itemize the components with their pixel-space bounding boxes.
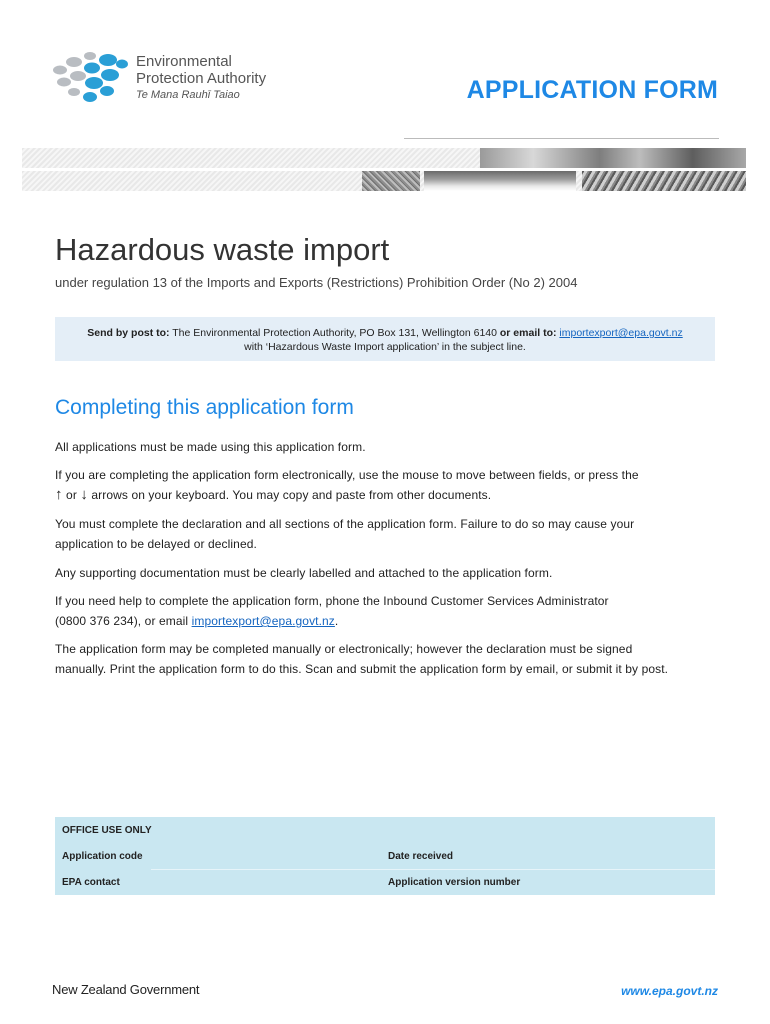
paragraph-2-line-2: [55, 485, 715, 505]
header-divider: [404, 138, 719, 139]
logo-wordmark: [136, 53, 266, 104]
paragraph-5: [55, 591, 715, 631]
page-title: Hazardous waste import: [55, 232, 390, 267]
paragraph-2: [55, 465, 715, 505]
banner-band-bottom: [22, 171, 746, 191]
paragraph-1: All applications must be made using this application form.: [55, 440, 366, 454]
down-arrow-icon: ↓: [80, 486, 88, 503]
office-row-divider: [151, 869, 715, 870]
epa-dots-logo-icon: [52, 50, 132, 106]
nz-government-logo: New Zealand Government: [52, 982, 200, 997]
banner-photo-sky: [424, 171, 576, 191]
paragraph-4: Any supporting documentation must be clearly labelled and attached to the application form.: [55, 566, 553, 580]
email-link[interactable]: importexport@epa.govt.nz: [559, 327, 683, 339]
office-use-heading: OFFICE USE ONLY: [62, 825, 152, 836]
send-instructions-box: [55, 317, 715, 361]
paragraph-6-line-2: manually. Print the application form to do this. Scan and submit the application form by email, or submit it by post.: [55, 662, 669, 676]
paragraph-6-line-1: The application form may be completed manually or electronically; however the declaration must be signed: [55, 642, 633, 656]
paragraph-2-line-1: If you are completing the application form electronically, use the mouse to move between fields, or press the: [55, 468, 639, 482]
office-use-box: [55, 817, 715, 895]
application-code-label: Application code: [62, 851, 143, 862]
subject-line-text: with ‘Hazardous Waste Import application’ in the subject line.: [244, 341, 526, 353]
paragraph-6: [55, 639, 715, 679]
epa-logo: [52, 50, 312, 110]
logo-line-2: Protection Authority: [136, 70, 267, 87]
application-form-label: APPLICATION FORM: [466, 76, 718, 104]
send-instructions-line-1: [55, 327, 715, 339]
logo-line-1: Environmental: [136, 53, 232, 70]
paragraph-5-line-1: If you need help to complete the application form, phone the Inbound Customer Services Administrator: [55, 594, 609, 608]
section-heading: Completing this application form: [55, 396, 354, 419]
date-received-label: Date received: [388, 851, 454, 862]
banner-band-top: [22, 148, 746, 168]
website-link[interactable]: www.epa.govt.nz: [621, 984, 718, 998]
arrow-line-text: arrows on your keyboard. You may copy and paste from other documents.: [91, 488, 492, 502]
epa-contact-label: EPA contact: [62, 877, 120, 888]
paragraph-3: [55, 514, 715, 554]
help-email-link[interactable]: importexport@epa.govt.nz: [191, 614, 335, 628]
period: .: [334, 614, 339, 628]
version-number-label: Application version number: [388, 877, 521, 888]
paragraph-5-line-2: [55, 611, 715, 631]
logo-line-3: Te Mana Rauhī Taiao: [136, 89, 240, 101]
banner-photo-gravel: [362, 171, 420, 191]
send-by-post-label: Send by post to:: [87, 327, 170, 339]
or-email-label: or email to:: [499, 327, 557, 339]
banner-photo-fern: [582, 171, 746, 191]
arrow-or-text: or: [66, 488, 77, 502]
banner-photo-landscape: [480, 148, 746, 168]
paragraph-3-line-2: application to be delayed or declined.: [55, 537, 257, 551]
page-subtitle: under regulation 13 of the Imports and Exports (Restrictions) Prohibition Order (No 2) 2004: [55, 275, 578, 290]
post-address: The Environmental Protection Authority, PO Box 131, Wellington 6140: [172, 327, 497, 339]
paragraph-3-line-1: You must complete the declaration and all sections of the application form. Failure to do so may cause your: [55, 517, 635, 531]
phone-text: (0800 376 234), or email: [55, 614, 189, 628]
up-arrow-icon: ↑: [55, 486, 63, 503]
